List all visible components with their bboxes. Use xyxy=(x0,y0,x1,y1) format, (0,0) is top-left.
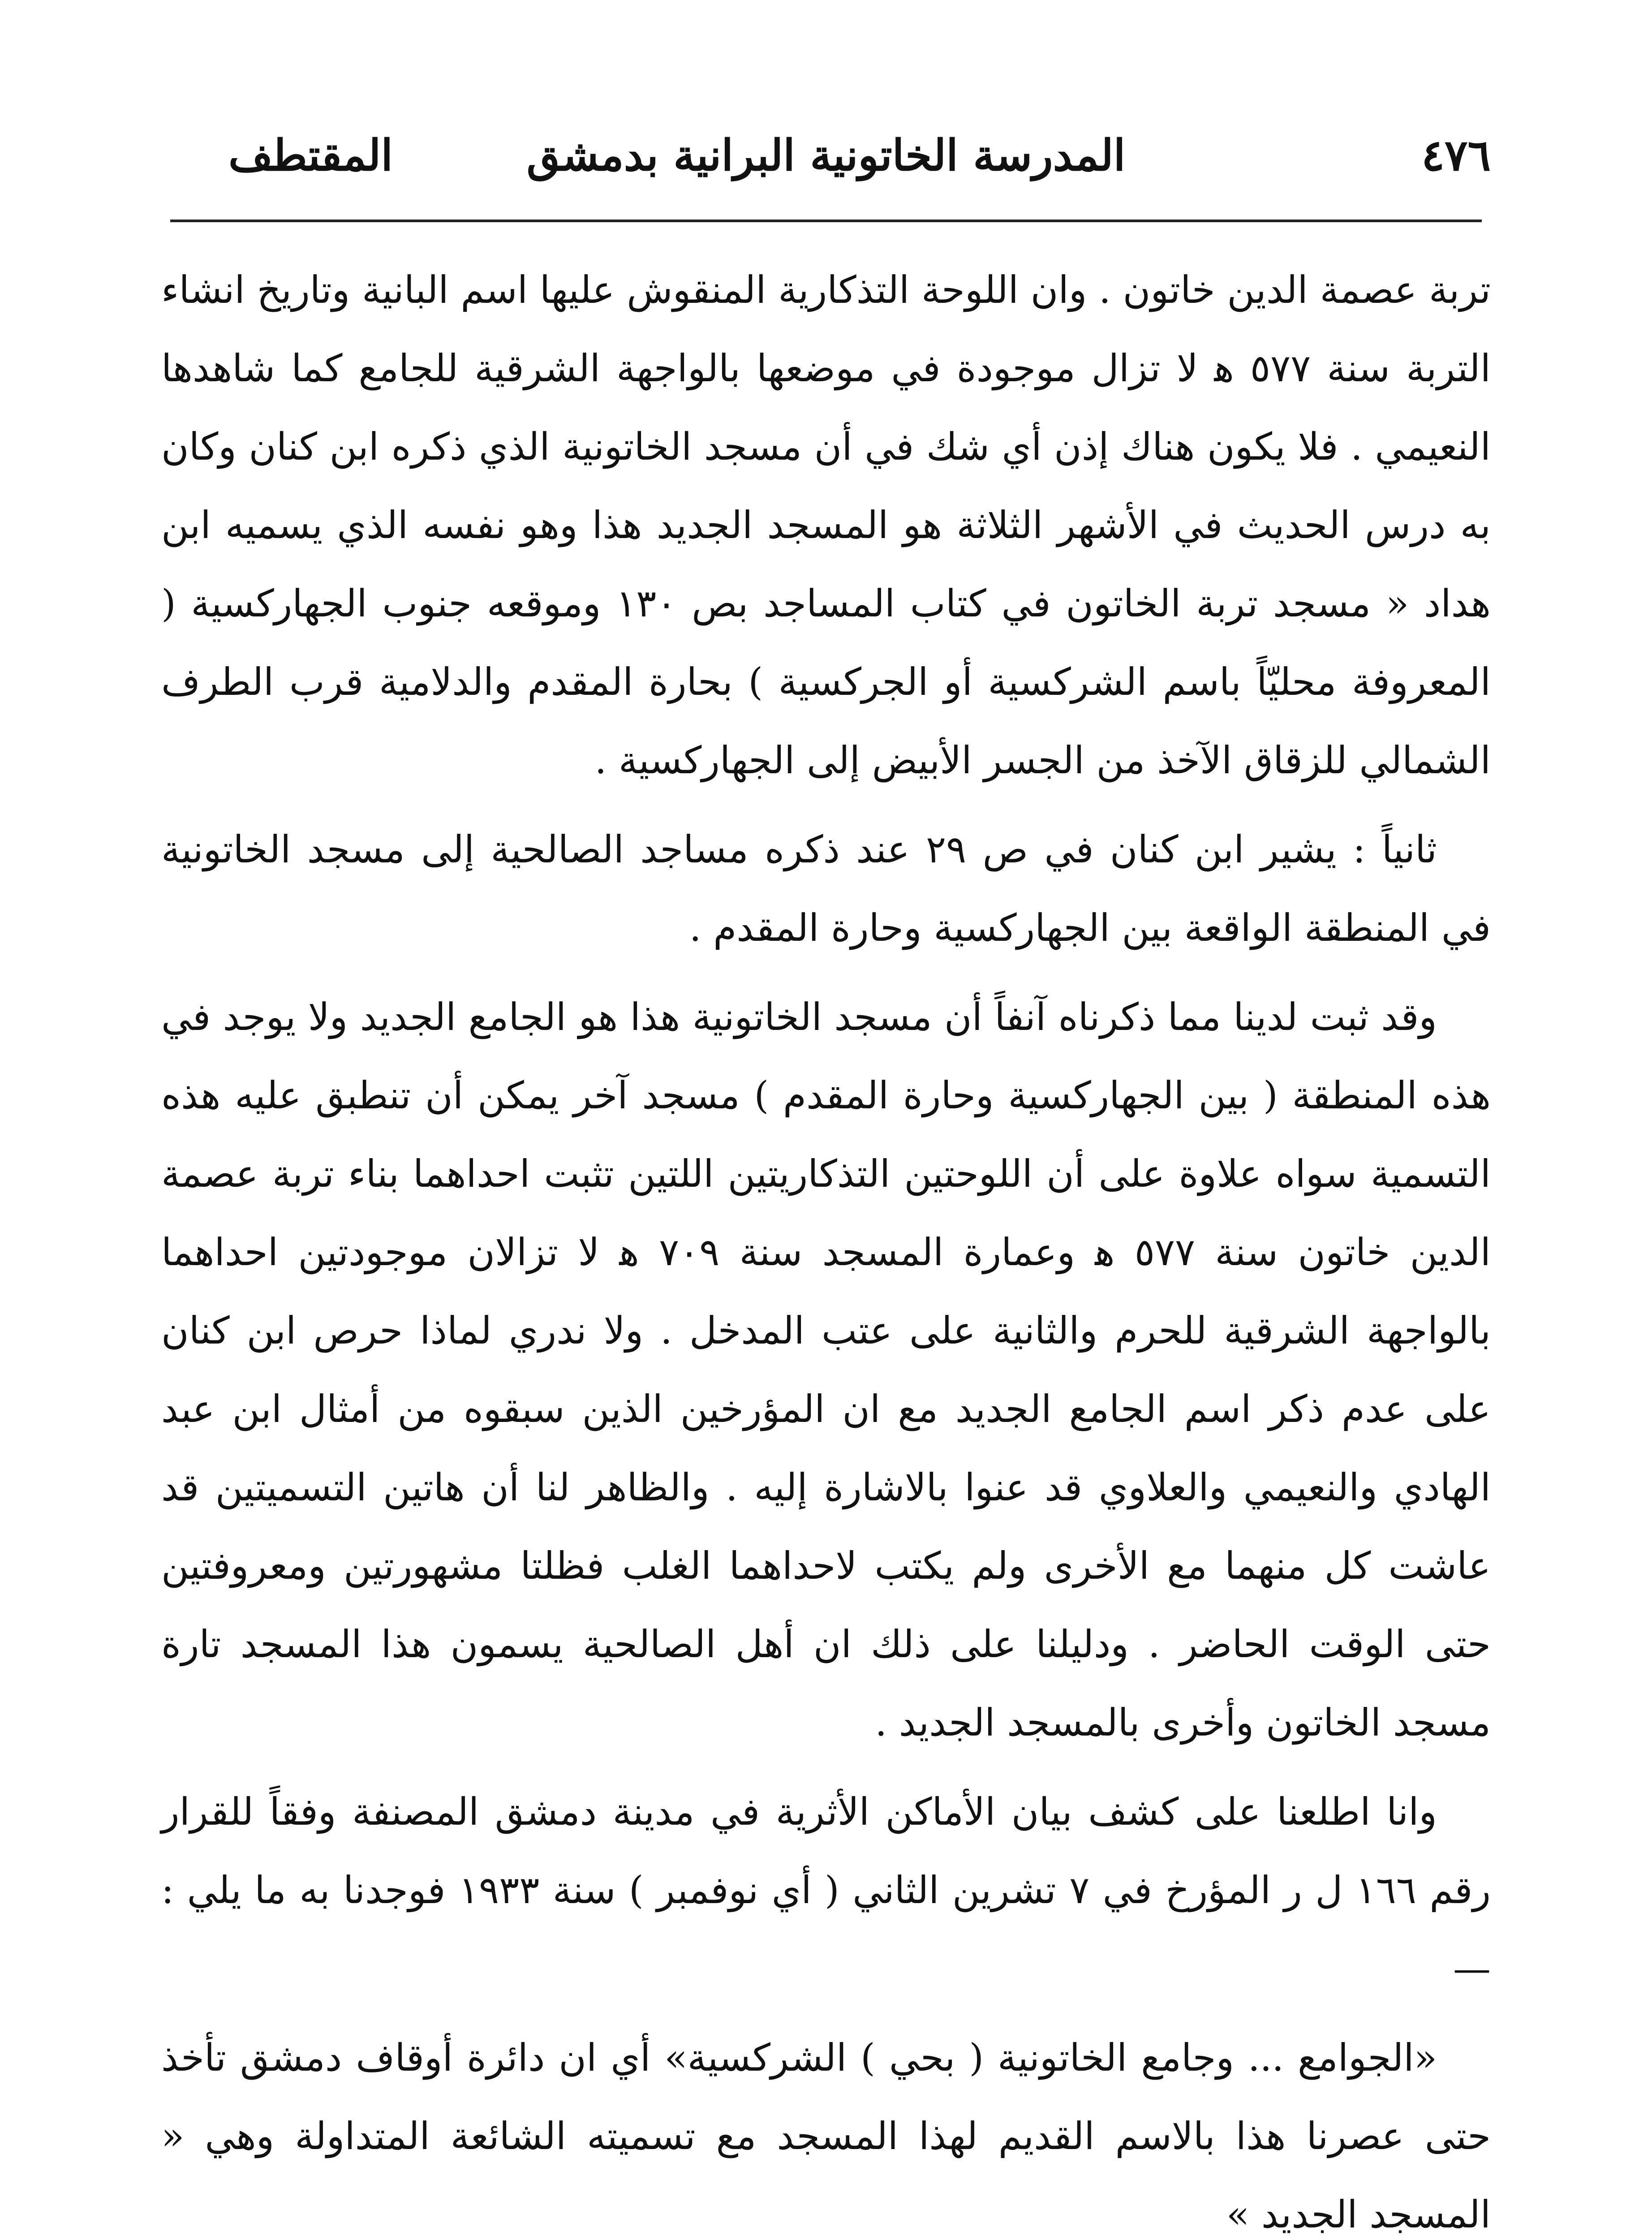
article-body xyxy=(161,251,1491,2240)
paragraph: «الجوامع ... وجامع الخاتونية ( بحي ) الشركسية» أي ان دائرة أوقاف دمشق تأخذ حتى عصرنا هذا بالاسم القديم لهذا المسجد مع تسميته الشائعة المتداولة وهي « المسجد الجديد » xyxy=(161,2036,1491,2236)
paragraph: وانا اطلعنا على كشف بيان الأماكن الأثرية في مدينة دمشق المصنفة وفقاً للقرار رقم ١٦٦ ل ر المؤرخ في ٧ تشرين الثاني ( أي نوفمبر ) سنة ١٩٣٣ فوجدنا به ما يلي :— xyxy=(161,1790,1491,1990)
page-number: ٤٧٦ xyxy=(1421,130,1491,181)
paragraph: وقد ثبت لدينا مما ذكرناه آنفاً أن مسجد الخاتونية هذا هو الجامع الجديد ولا يوجد في هذه المنطقة ( بين الجهاركسية وحارة المقدم ) مسجد آخر يمكن أن تنطبق عليه هذه التسمية سواه علاوة على أن اللوحتين التذكاريتين اللتين تثبت احداهما بناء تربة عصمة الدين خاتون سنة ٥٧٧ ﻫ وعمارة المسجد سنة ٧٠٩ ﻫ لا تزالان موجودتين احداهما بالواجهة الشرقية للحرم والثانية على عتب المدخل . ولا ندري لماذا حرص ابن كنان على عدم ذكر اسم الجامع الجديد مع ان المؤرخين الذين سبقوه من أمثال ابن عبد الهادي والنعيمي والعلاوي قد عنوا بالاشارة إليه . والظاهر لنا أن هاتين التسميتين قد عاشت كل منهما مع الأخرى ولم يكتب لاحداهما الغلب فظلتا مشهورتين ومعروفتين حتى الوقت الحاضر . ودليلنا على ذلك ان أهل الصالحية يسمون هذا المسجد تارة مسجد الخاتون وأخرى بالمسجد الجديد . xyxy=(161,995,1491,1745)
running-title: المدرسة الخاتونية البرانية بدمشق xyxy=(526,130,1126,181)
page-header xyxy=(161,103,1491,193)
paragraph: ثانياً : يشير ابن كنان في ص ٢٩ عند ذكره مساجد الصالحية إلى مسجد الخاتونية في المنطقة الواقعة بين الجهاركسية وحارة المقدم . xyxy=(161,827,1491,950)
header-rule xyxy=(170,220,1482,222)
paragraph: تربة عصمة الدين خاتون . وان اللوحة التذكارية المنقوش عليها اسم البانية وتاريخ انشاء التربة سنة ٥٧٧ ﻫ لا تزال موجودة في موضعها بالواجهة الشرقية للجامع كما شاهدها النعيمي . فلا يكون هناك إذن أي شك في أن مسجد الخاتونية الذي ذكره ابن كنان وكان به درس الحديث في الأشهر الثلاثة هو المسجد الجديد هذا وهو نفسه الذي يسميه ابن هداد « مسجد تربة الخاتون في كتاب المساجد بص ١٣٠ وموقعه جنوب الجهاركسية ( المعروفة محليّاً باسم الشركسية أو الجركسية ) بحارة المقدم والدلامية قرب الطرف الشمالي للزقاق الآخذ من الجسر الأبيض إلى الجهاركسية . xyxy=(161,268,1491,782)
journal-name: المقتطف xyxy=(228,130,393,181)
